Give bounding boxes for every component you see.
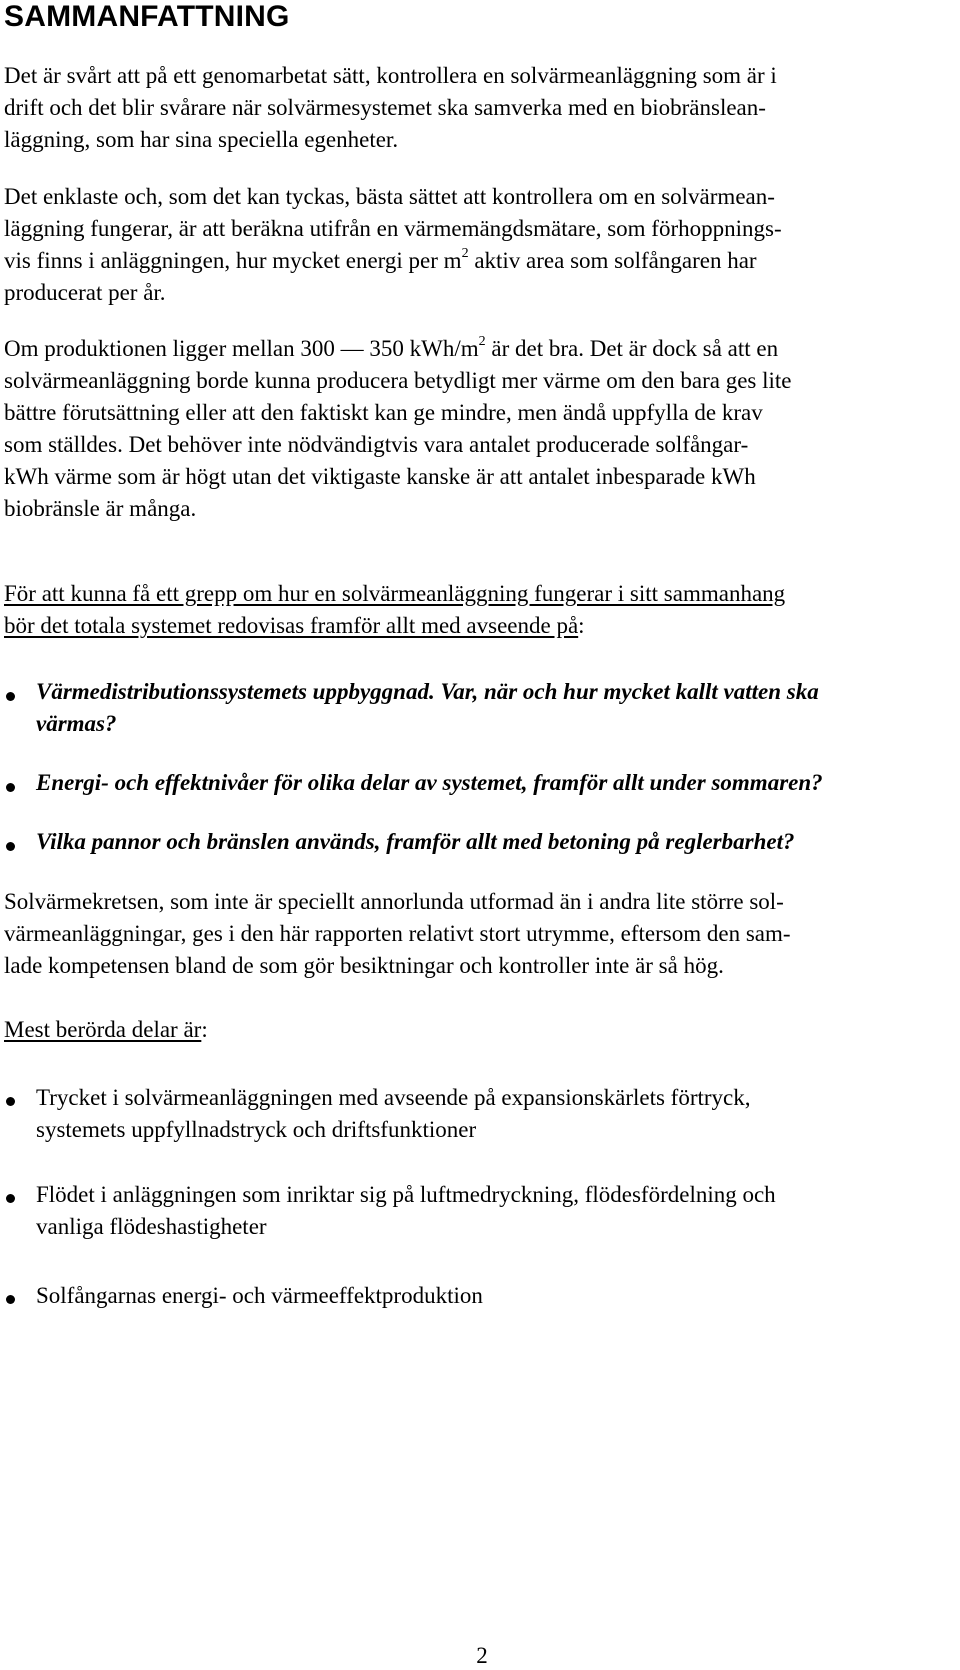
text-line: För att kunna få ett grepp om hur en solvärmeanläggning fungerar i sitt sammanhang <box>4 581 786 606</box>
bullet-icon <box>6 1097 15 1106</box>
paragraph-intro <box>4 60 956 156</box>
paragraph-affected-parts <box>4 1014 956 1046</box>
text-line: Det är svårt att på ett genomarbetat sätt, kontrollera en solvärmeanläggning som är i <box>4 63 777 88</box>
text-line: bättre förutsättning eller att den faktiskt kan ge mindre, men ändå uppfylla de krav <box>4 400 763 425</box>
list-item-text <box>36 1280 483 1312</box>
text-line: Värmedistributionssystemets uppbyggnad. Var, när och hur mycket kallt vatten ska <box>36 679 819 704</box>
text-line: producerat per år. <box>4 280 166 305</box>
list-item-text <box>36 1179 776 1243</box>
text-line <box>4 610 956 642</box>
text-line: systemets uppfyllnadstryck och driftsfunktioner <box>36 1117 477 1142</box>
text-line: lade kompetensen bland de som gör besiktningar och kontroller inte är så hög. <box>4 953 724 978</box>
text-line: kWh värme som är högt utan det viktigaste kanske är att antalet inbesparade kWh <box>4 464 756 489</box>
list-item-text <box>36 676 819 740</box>
text-segment: vis finns i anläggningen, hur mycket energi per m <box>4 248 462 273</box>
text-line: Solfångarnas energi- och värmeeffektproduktion <box>36 1283 483 1308</box>
list-item-text <box>36 826 794 858</box>
text-line: Trycket i solvärmeanläggningen med avseende på expansionskärlets förtryck, <box>36 1085 751 1110</box>
bullet-icon <box>6 842 15 851</box>
text-line: värmeanläggningar, ges i den här rapporten relativt stort utrymme, eftersom den sam- <box>4 921 791 946</box>
text-segment: : <box>201 1017 208 1042</box>
text-line: som ställdes. Det behöver inte nödvändigtvis vara antalet producerade solfångar- <box>4 432 749 457</box>
text-segment: Om produktionen ligger mellan 300 — 350 kWh/m <box>4 336 479 361</box>
text-line: värmas? <box>36 711 117 736</box>
paragraph-system-overview <box>4 578 956 642</box>
superscript: 2 <box>461 246 469 262</box>
text-line: Flödet i anläggningen som inriktar sig på luftmedryckning, flödesfördelning och <box>36 1182 776 1207</box>
paragraph-method <box>4 181 956 309</box>
bullet-icon <box>6 1194 15 1203</box>
text-line: drift och det blir svårare när solvärmesystemet ska samverka med en biobränslean- <box>4 95 766 120</box>
text-line: solvärmeanläggning borde kunna producera betydligt mer värme om den bara ges lite <box>4 368 792 393</box>
paragraph-solar-circuit <box>4 886 956 982</box>
text-line: läggning fungerar, är att beräkna utifrån en värmemängdsmätare, som förhoppnings- <box>4 216 782 241</box>
text-line <box>4 1014 956 1046</box>
text-segment: : <box>578 613 585 638</box>
page-number: 2 <box>476 1643 488 1668</box>
paragraph-production <box>4 333 956 525</box>
list-item-text <box>36 767 823 799</box>
text-line: Energi- och effektnivåer för olika delar av systemet, framför allt under sommaren? <box>36 770 823 795</box>
bullet-icon <box>6 783 15 792</box>
superscript: 2 <box>478 334 486 350</box>
text-segment: aktiv area som solfångaren har <box>468 248 757 273</box>
text-segment: Mest berörda delar är <box>4 1017 202 1042</box>
text-segment: bör det totala systemet redovisas framför allt med avseende på <box>4 613 579 638</box>
page-title: SAMMANFATTNING <box>4 0 290 33</box>
text-line: Solvärmekretsen, som inte är speciellt annorlunda utformad än i andra lite större sol- <box>4 889 784 914</box>
text-segment: är det bra. Det är dock så att en <box>485 336 779 361</box>
text-line: Det enklaste och, som det kan tyckas, bästa sättet att kontrollera om en solvärmean- <box>4 184 775 209</box>
text-line: vanliga flödeshastigheter <box>36 1214 267 1239</box>
bullet-icon <box>6 692 15 701</box>
text-line: läggning, som har sina speciella egenheter. <box>4 127 399 152</box>
text-line <box>4 245 956 277</box>
text-line: Vilka pannor och bränslen används, framför allt med betoning på reglerbarhet? <box>36 829 795 854</box>
list-item-text <box>36 1082 751 1146</box>
text-line <box>4 333 956 365</box>
bullet-icon <box>6 1295 15 1304</box>
text-line: biobränsle är många. <box>4 496 197 521</box>
